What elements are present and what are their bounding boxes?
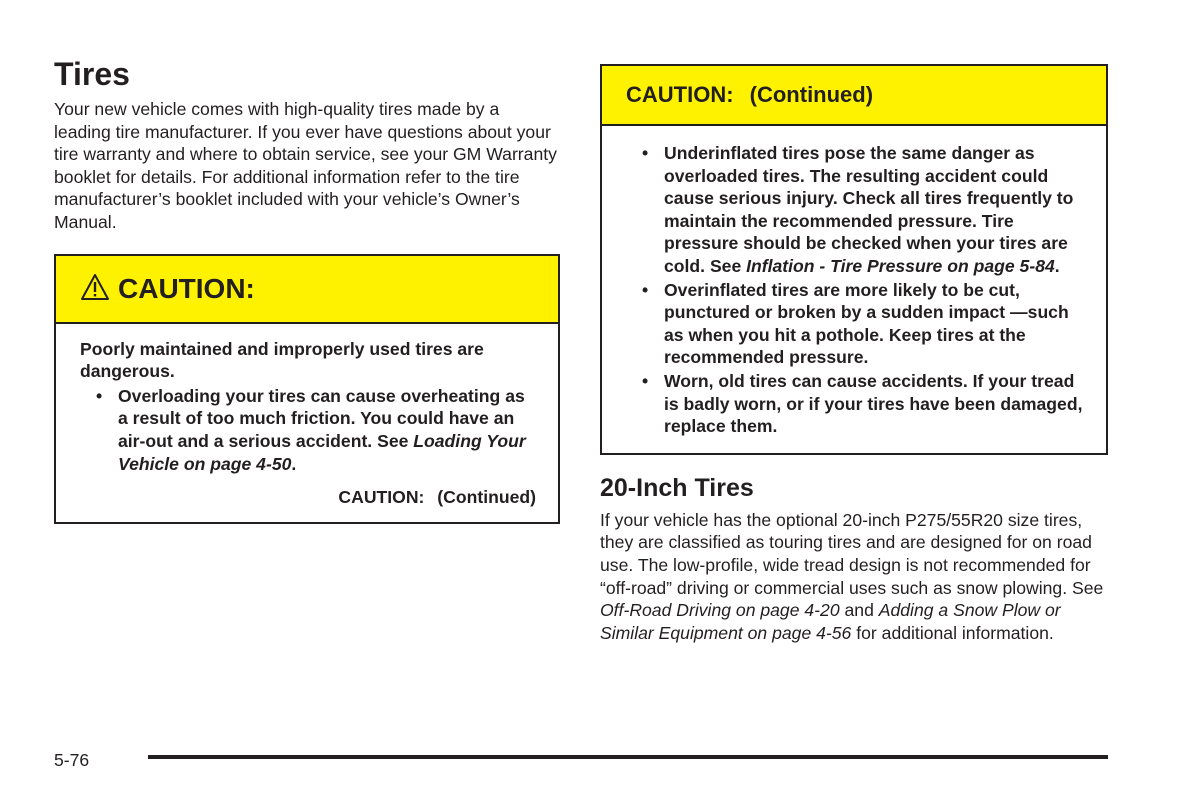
bullet-text: Worn, old tires can cause accidents. If your tread is badly worn, or if your tires have been damaged, replace them. <box>664 370 1083 437</box>
caution-lead: Poorly maintained and improperly used tires are dangerous. <box>80 338 484 382</box>
caution-bullet-item <box>642 142 1084 278</box>
caution-heading: CAUTION: <box>118 272 255 304</box>
caution-bullet-list <box>80 385 536 475</box>
bullet-text: Overinflated tires are more likely to be cut, punctured or broken by a sudden impact —such as when you hit a pothole. Keep tires at the recommended pressure. <box>664 279 1069 368</box>
caution-bullet-item <box>642 370 1084 438</box>
bullet-text: Underinflated tires pose the same danger as overloaded tires. The resulting accident could cause serious injury. Check all tires frequently to maintain the recommended pressure. Tire pressure should be checked when your tires are cold. See <box>664 143 1074 276</box>
footer-rule <box>148 755 1108 759</box>
page-number: 5-76 <box>54 750 90 770</box>
left-column <box>54 56 560 524</box>
section-heading: 20-Inch Tires <box>600 473 754 502</box>
caution-continued-body <box>602 126 1106 453</box>
caution-bullet-item <box>96 385 536 475</box>
caution-continued-label: CAUTION: (Continued) <box>338 487 536 508</box>
caution-continued-header <box>602 66 1106 126</box>
bullet-end: . <box>291 453 297 474</box>
paragraph-text: and <box>839 600 879 621</box>
caution-bullet-item <box>642 279 1084 369</box>
intro-paragraph: Your new vehicle comes with high-quality tires made by a leading tire manufacturer. If you ever have questions about your tire warranty and where to obtain service, see your GM Warranty booklet for details. For additional information refer to the tire manufacturer’s booklet included with your vehicle’s Owner’s Manual. <box>54 99 557 232</box>
bullet-glyph: • <box>642 143 649 163</box>
section-paragraph <box>600 509 1108 645</box>
bullet-glyph: • <box>642 279 649 300</box>
caution-body <box>56 324 558 523</box>
paragraph-text: for additional information. <box>851 622 1054 643</box>
caution-bullet-list <box>626 142 1084 438</box>
bullet-glyph: • <box>642 370 649 391</box>
page-reference: Adding a Snow Plow or Similar Equipment on page 4-56 <box>600 600 1061 643</box>
bullet-end: . <box>1054 255 1060 276</box>
warning-triangle-icon <box>80 273 110 301</box>
bullet-glyph: • <box>96 385 103 406</box>
page-reference: Loading Your Vehicle on page 4-50 <box>118 430 526 474</box>
caution-continued-box <box>600 64 1108 455</box>
caution-box <box>54 254 560 525</box>
right-column <box>600 64 1108 644</box>
caution-header <box>56 256 558 324</box>
page-reference: Inflation - Tire Pressure on page 5-84 <box>746 255 1055 276</box>
bullet-text: Overloading your tires can cause overheating as a result of too much friction. You could have an air-out and a serious accident. See <box>118 385 525 451</box>
paragraph-text: If your vehicle has the optional 20-inch P275/55R20 size tires, they are classified as touring tires and are designed for on road use. The low-profile, wide tread design is not recommended for “off-road” driving or commercial uses such as snow plowing. See <box>600 509 1104 598</box>
page-title: Tires <box>54 56 130 92</box>
page-reference: Off-Road Driving on page 4-20 <box>600 600 840 621</box>
caution-continued-heading: CAUTION: (Continued) <box>626 82 874 107</box>
